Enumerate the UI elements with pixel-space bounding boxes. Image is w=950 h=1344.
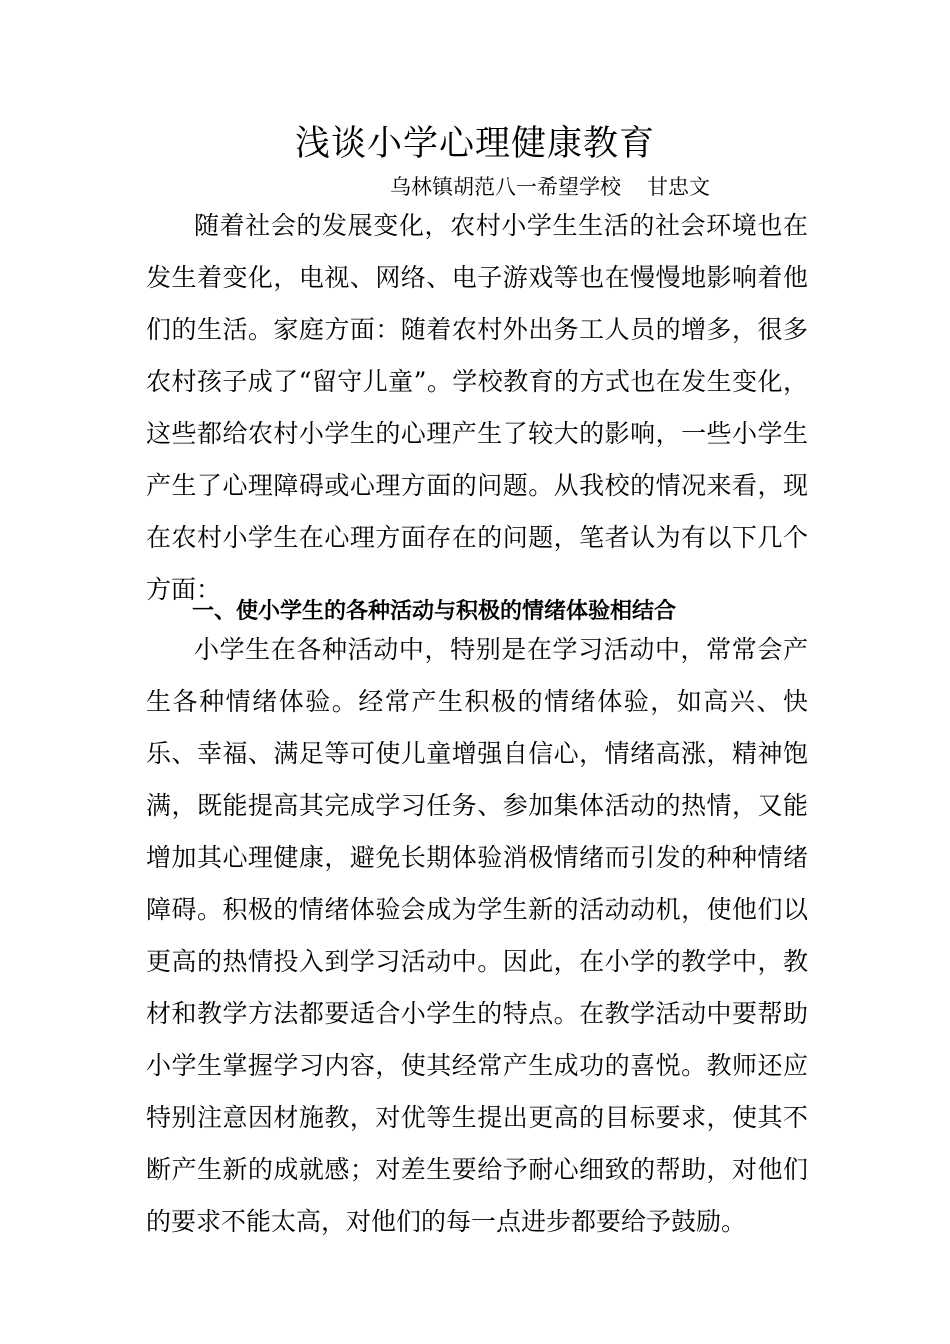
author-school: 乌林镇胡范八一希望学校 — [390, 175, 621, 199]
author-line — [390, 172, 710, 202]
section-heading-1: 一、使小学生的各种活动与积极的情绪体验相结合 — [192, 599, 677, 624]
author-name: 甘忠文 — [647, 175, 710, 199]
document-title: 浅谈小学心理健康教育 — [294, 124, 655, 164]
paragraph-intro: 随着社会的发展变化，农村小学生生活的社会环境也在发生着变化，电视、网络、电子游戏等也在慢慢地影响着他们的生活。家庭方面：随着农村外出务工人员的增多，很多农村孩子成了“留守儿童”。学校教育的方式也在发生变化，这些都给农村小学生的心理产生了较大的影响，一些小学生产生了心理障碍或心理方面的问题。从我校的情况来看，现在农村小学生在心理方面存在的问题，笔者认为有以下几个方面： — [146, 211, 808, 604]
paragraph-section-1: 小学生在各种活动中，特别是在学习活动中，常常会产生各种情绪体验。经常产生积极的情绪体验，如高兴、快乐、幸福、满足等可使儿童增强自信心，情绪高涨，精神饱满，既能提高其完成学习任务、参加集体活动的热情，又能增加其心理健康，避免长期体验消极情绪而引发的种种情绪障碍。积极的情绪体验会成为学生新的活动动机，使他们以更高的热情投入到学习活动中。因此，在小学的教学中，教材和教学方法都要适合小学生的特点。在教学活动中要帮助小学生掌握学习内容，使其经常产生成功的喜悦。教师还应特别注意因材施教，对优等生提出更高的目标要求，使其不断产生新的成就感；对差生要给予耐心细致的帮助，对他们的要求不能太高，对他们的每一点进步都要给予鼓励。 — [146, 635, 808, 1236]
